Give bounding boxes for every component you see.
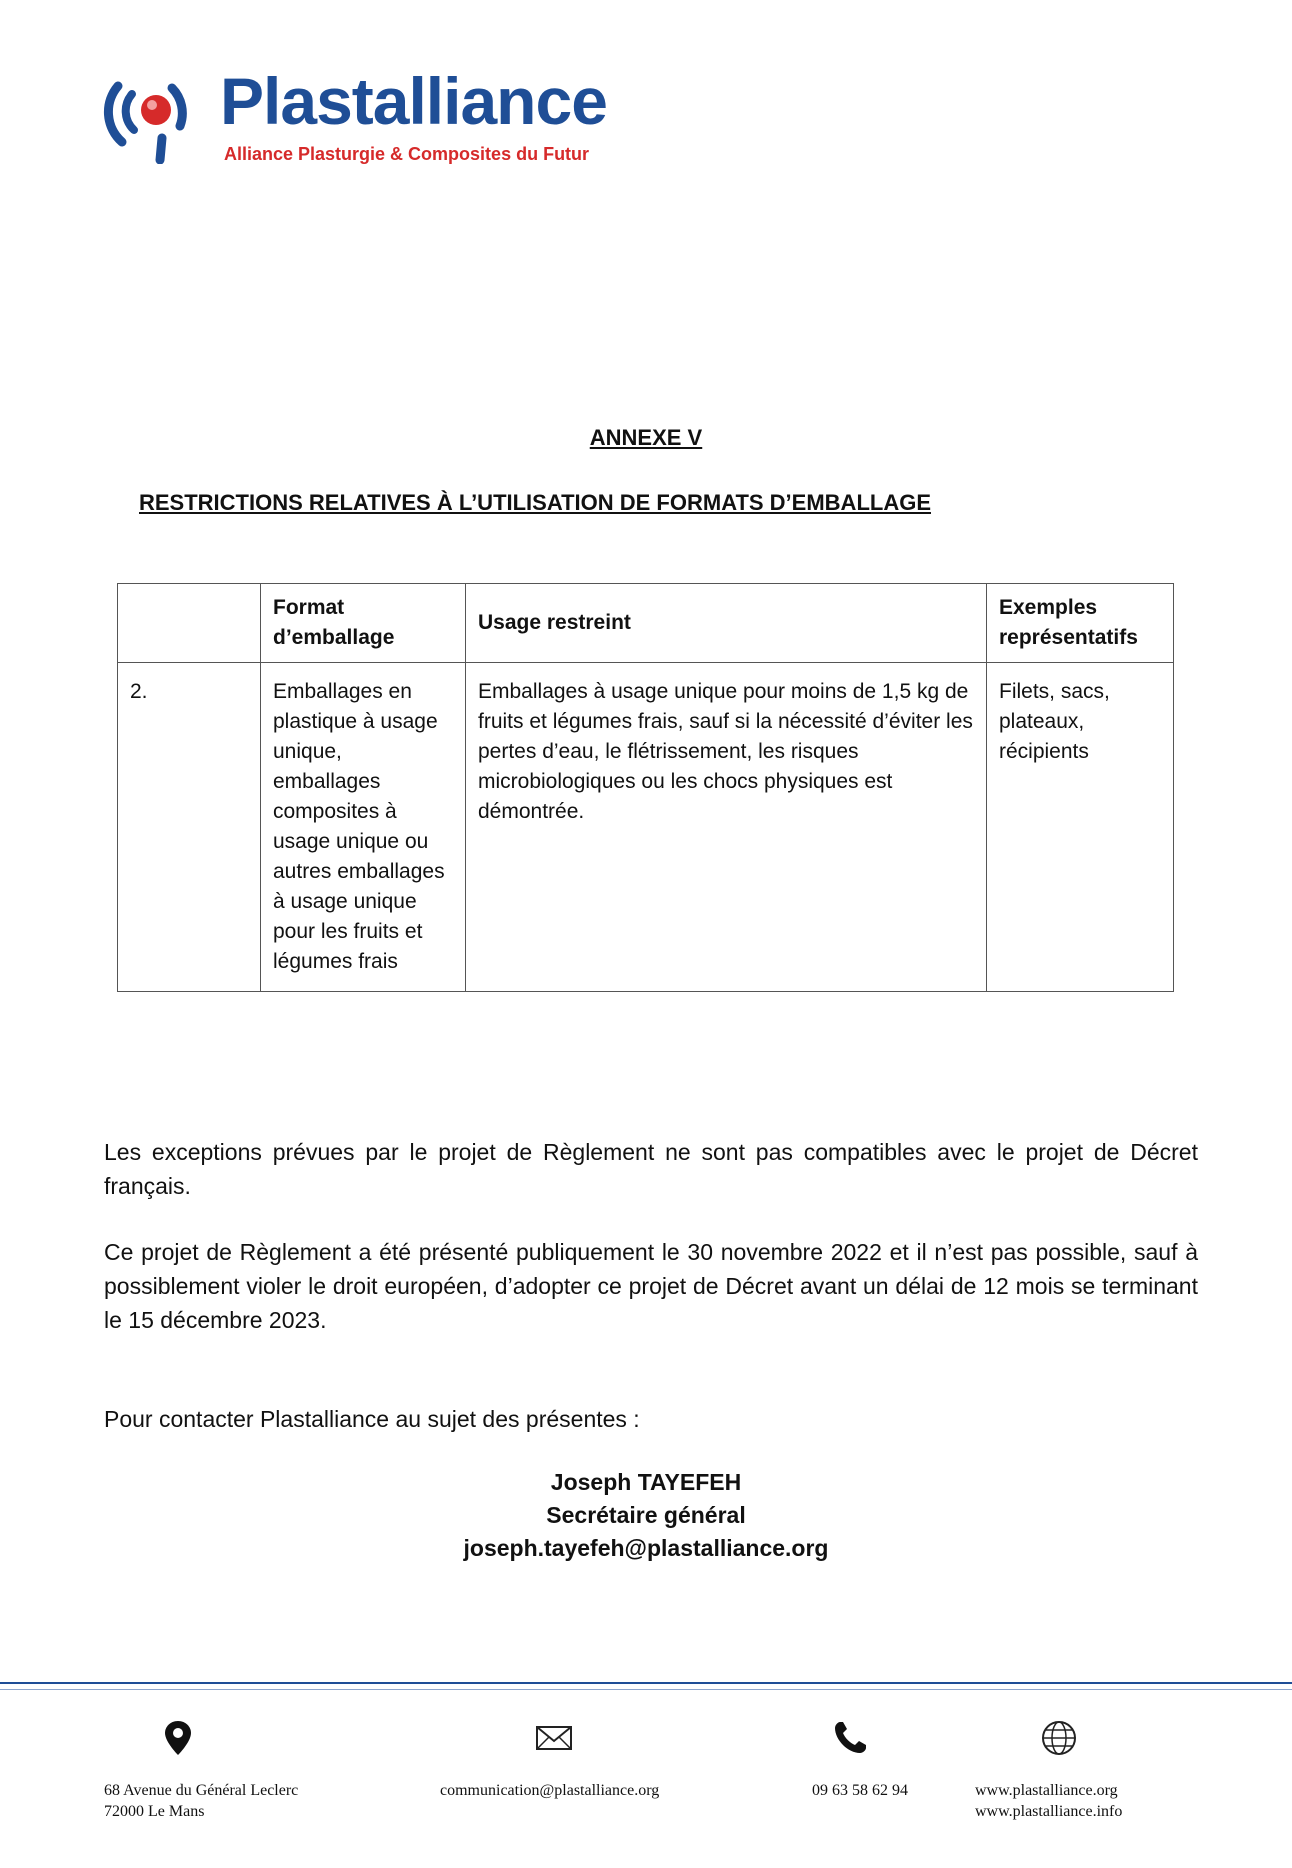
footer-address-line2: 72000 Le Mans: [104, 1803, 205, 1820]
row-examples: Filets, sacs, plateaux, récipients: [987, 663, 1174, 992]
envelope-icon: [534, 1718, 574, 1758]
contact-name: Joseph TAYEFEH: [550, 1469, 742, 1495]
footer-address-line1: 68 Avenue du Général Leclerc: [104, 1782, 299, 1799]
footer-rule-top: [0, 1682, 1292, 1684]
logo-tagline: Alliance Plasturgie & Composites du Futur: [224, 144, 590, 164]
header-cell-number: [118, 584, 261, 663]
footer-web-link-org[interactable]: www.plastalliance.org: [975, 1782, 1118, 1799]
header-cell-format: Format d’emballage: [261, 584, 466, 663]
paragraph-contact-intro: Pour contacter Plastalliance au sujet des présentes :: [104, 1406, 640, 1432]
row-number: 2.: [118, 663, 261, 992]
header-cell-usage: Usage restreint: [466, 584, 987, 663]
annex-subtitle: RESTRICTIONS RELATIVES À L’UTILISATION DE FORMATS D’EMBALLAGE: [139, 490, 931, 515]
annex-title: ANNEXE V: [589, 425, 703, 450]
footer-phone[interactable]: 09 63 58 62 94: [812, 1782, 908, 1799]
footer-email[interactable]: communication@plastalliance.org: [440, 1782, 660, 1799]
contact-email[interactable]: joseph.tayefeh@plastalliance.org: [463, 1535, 829, 1561]
logo-name: Plastalliance: [220, 64, 607, 138]
contact-role: Secrétaire général: [546, 1502, 746, 1528]
paragraph-exceptions: Les exceptions prévues par le projet de Règlement ne sont pas compatibles avec le projet de Décret français.: [104, 1139, 1198, 1199]
location-pin-icon: [158, 1718, 198, 1758]
footer-websites: [975, 1780, 1122, 1822]
row-usage: Emballages à usage unique pour moins de 1,5 kg de fruits et légumes frais, sauf si la nécessité d’éviter les pertes d’eau, le flétrissement, les risques microbiologiques ou les chocs physiques est démontrée.: [466, 663, 987, 992]
footer-address: [104, 1780, 298, 1822]
footer-rule-bottom: [0, 1689, 1292, 1690]
paragraph-timeline: Ce projet de Règlement a été présenté publiquement le 30 novembre 2022 et il n’est pas possible, sauf à possiblement violer le droit européen, d’adopter ce projet de Décret avant un délai de 12 mois se terminant le 15 décembre 2023.: [104, 1239, 1198, 1333]
table-row: [118, 663, 1174, 992]
restrictions-table: [117, 583, 1174, 992]
phone-icon: [830, 1718, 870, 1758]
plastalliance-logo: [100, 60, 620, 170]
table-header-row: [118, 584, 1174, 663]
footer-web-link-info[interactable]: www.plastalliance.info: [975, 1803, 1123, 1820]
globe-icon: [1039, 1718, 1079, 1758]
row-format: Emballages en plastique à usage unique, emballages composites à usage unique ou autres emballages à usage unique pour les fruits et légumes frais: [261, 663, 466, 992]
contact-block: [0, 1466, 1292, 1565]
logo-mark-icon: [100, 64, 200, 164]
header-cell-examples: Exemples représentatifs: [987, 584, 1174, 663]
